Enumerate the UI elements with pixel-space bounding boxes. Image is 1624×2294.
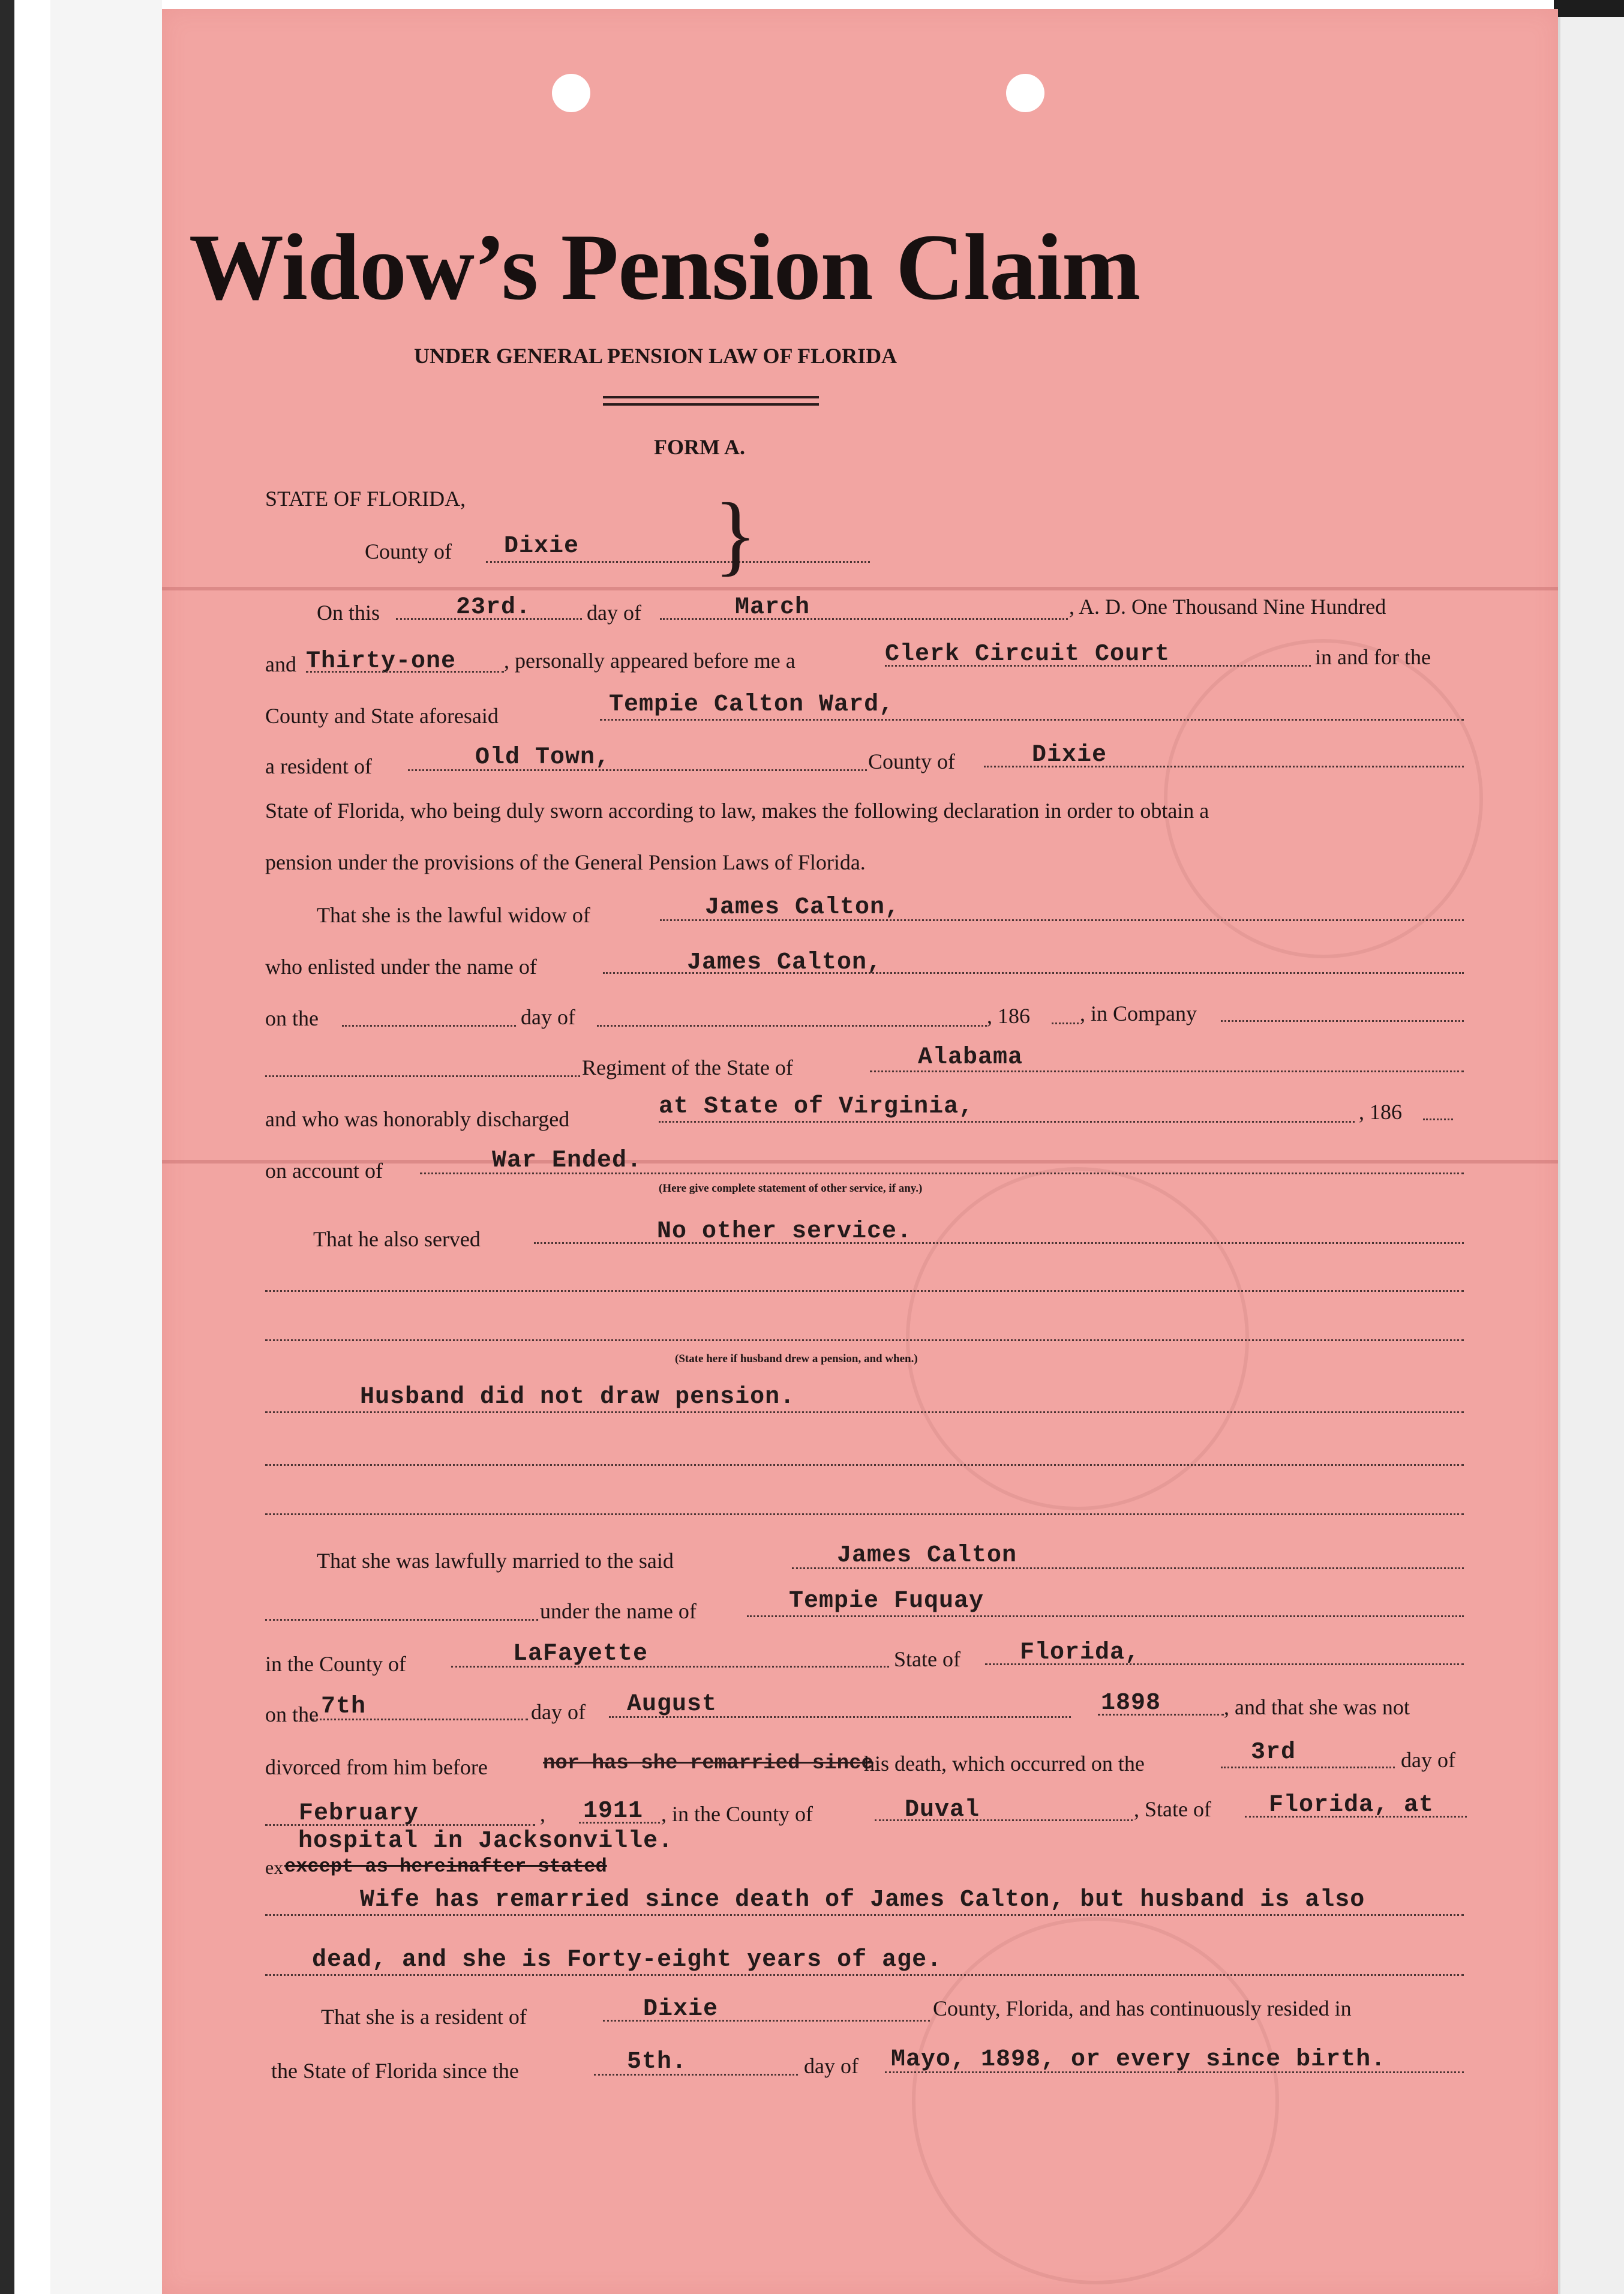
hospital-value: hospital in Jacksonville. bbox=[298, 1828, 674, 1855]
on-this-label: On this bbox=[317, 601, 380, 625]
served-line-2 bbox=[265, 1290, 1464, 1292]
county-line bbox=[486, 561, 870, 563]
enlist-day-of-label: day of bbox=[521, 1005, 575, 1029]
company-line bbox=[1221, 1020, 1464, 1022]
discharged-year-line bbox=[1423, 1118, 1453, 1120]
county-label: County of bbox=[365, 539, 452, 563]
service-note: (Here give complete statement of other service, if any.) bbox=[659, 1182, 923, 1195]
death-state-label: , State of bbox=[1134, 1797, 1211, 1821]
married-value: James Calton bbox=[837, 1542, 1017, 1569]
officer-line bbox=[885, 665, 1311, 667]
remarried-line-2: dead, and she is Forty-eight years of age. bbox=[312, 1947, 942, 1974]
since-day-of-label: day of bbox=[804, 2054, 858, 2078]
county-state-label: County and State aforesaid bbox=[265, 704, 499, 728]
married-on-the-label: on the bbox=[265, 1702, 319, 1726]
enlist-month-line bbox=[597, 1025, 987, 1027]
state-header: STATE OF FLORIDA, bbox=[265, 487, 466, 511]
except-struck-text: except as hereinafter stated bbox=[284, 1855, 607, 1878]
regiment-label: Regiment of the State of bbox=[582, 1055, 793, 1079]
married-year-line bbox=[1098, 1714, 1224, 1716]
served-value: No other service. bbox=[657, 1218, 912, 1245]
pension-line-2 bbox=[265, 1464, 1464, 1466]
brace-symbol: } bbox=[714, 485, 757, 584]
day-of-label: day of bbox=[587, 601, 641, 625]
personally-label: , personally appeared before me a bbox=[504, 649, 796, 673]
regiment-line bbox=[265, 1075, 580, 1077]
scan-top-corner bbox=[1554, 0, 1624, 17]
since-day-value: 5th. bbox=[627, 2049, 688, 2076]
title-rule-2 bbox=[603, 403, 819, 406]
since-value: Mayo, 1898, or every since birth. bbox=[891, 2046, 1386, 2073]
scan-background-right bbox=[1558, 0, 1624, 2294]
account-line bbox=[420, 1173, 1464, 1174]
under-name-pre-line bbox=[265, 1619, 538, 1621]
death-county-line bbox=[875, 1819, 1133, 1821]
death-county-label: , in the County of bbox=[661, 1802, 813, 1826]
discharged-year-label: , 186 bbox=[1359, 1100, 1402, 1124]
remarried-dots-1 bbox=[265, 1914, 1464, 1916]
since-label: the State of Florida since the bbox=[271, 2059, 519, 2083]
in-and-for-label: in and for the bbox=[1315, 645, 1431, 669]
regiment-state-line bbox=[870, 1070, 1464, 1072]
pension-line bbox=[265, 1411, 1464, 1413]
death-county-value: Duval bbox=[905, 1797, 980, 1824]
sworn-line-1: State of Florida, who being duly sworn according to law, makes the following declaration in order to obtain a bbox=[265, 799, 1209, 823]
except-prefix: ex bbox=[265, 1857, 284, 1878]
death-year-line bbox=[579, 1822, 660, 1824]
scan-edge-line bbox=[1558, 0, 1560, 2294]
enlist-year-line bbox=[1052, 1022, 1079, 1024]
account-value: War Ended. bbox=[492, 1147, 643, 1174]
form-title: Widow’s Pension Claim bbox=[189, 215, 1140, 320]
divorced-struck-text: nor has she remarried since bbox=[543, 1752, 873, 1775]
husband-line bbox=[660, 919, 1464, 921]
enlisted-value: James Calton, bbox=[687, 949, 882, 976]
married-day-of-label: day of bbox=[531, 1700, 586, 1724]
day-line bbox=[396, 618, 582, 620]
since-day-line bbox=[594, 2074, 798, 2076]
death-month-value: February bbox=[299, 1800, 419, 1827]
enlisted-line bbox=[603, 972, 1464, 974]
on-the-label: on the bbox=[265, 1006, 319, 1030]
pension-value: Husband did not draw pension. bbox=[360, 1384, 796, 1411]
pension-line-3 bbox=[265, 1513, 1464, 1515]
death-day-line bbox=[1221, 1767, 1395, 1768]
on-account-label: on account of bbox=[265, 1159, 383, 1183]
married-month-line bbox=[609, 1716, 1071, 1718]
county-value-2: Dixie bbox=[1032, 742, 1107, 769]
married-state-line bbox=[985, 1663, 1464, 1665]
married-state-value: Florida, bbox=[1020, 1639, 1140, 1666]
day-value: 23rd. bbox=[456, 594, 532, 621]
death-year-comma: , bbox=[540, 1802, 545, 1826]
year-line bbox=[306, 671, 504, 673]
also-served-label: That he also served bbox=[313, 1227, 481, 1251]
served-line bbox=[534, 1242, 1464, 1244]
married-day-line bbox=[312, 1719, 528, 1720]
married-county-value: LaFayette bbox=[513, 1641, 649, 1668]
married-year-value: 1898 bbox=[1101, 1690, 1161, 1717]
remarried-dots-2 bbox=[265, 1974, 1464, 1976]
and-label: and bbox=[265, 652, 296, 676]
county-line-2 bbox=[984, 766, 1464, 767]
under-name-label: under the name of bbox=[540, 1599, 697, 1623]
sworn-line-2: pension under the provisions of the General Pension Laws of Florida. bbox=[265, 850, 866, 874]
officer-value: Clerk Circuit Court bbox=[885, 641, 1170, 668]
served-line-3 bbox=[265, 1339, 1464, 1341]
form-subtitle: UNDER GENERAL PENSION LAW OF FLORIDA bbox=[414, 344, 897, 368]
married-line bbox=[792, 1567, 1464, 1569]
enlist-year-label: , 186 bbox=[987, 1004, 1030, 1028]
resident-of-label: a resident of bbox=[265, 754, 372, 778]
resident-line bbox=[603, 2020, 930, 2022]
discharged-label: and who was honorably discharged bbox=[265, 1107, 570, 1131]
death-day-of-label: day of bbox=[1401, 1748, 1455, 1772]
married-month-value: August bbox=[627, 1691, 718, 1718]
maiden-value: Tempie Fuquay bbox=[789, 1588, 984, 1615]
married-day-value: 7th bbox=[321, 1693, 367, 1720]
resident-value: Dixie bbox=[643, 1996, 719, 2023]
divorced-label-b: his death, which occurred on the bbox=[864, 1752, 1145, 1776]
claimant-name-value: Tempie Calton Ward, bbox=[609, 691, 894, 718]
enlist-day-line bbox=[342, 1025, 516, 1027]
pension-note: (State here if husband drew a pension, and when.) bbox=[675, 1353, 918, 1365]
month-line bbox=[660, 618, 1068, 620]
death-state-line bbox=[1245, 1816, 1467, 1818]
claimant-name-line bbox=[600, 719, 1464, 721]
married-county-label: in the County of bbox=[265, 1652, 406, 1676]
discharged-value: at State of Virginia, bbox=[659, 1093, 974, 1120]
month-value: March bbox=[735, 594, 811, 621]
county-of-label-2: County of bbox=[868, 749, 956, 773]
year-value: Thirty-one bbox=[306, 648, 457, 675]
town-value: Old Town, bbox=[475, 744, 611, 771]
since-line bbox=[885, 2071, 1464, 2073]
enlisted-label: who enlisted under the name of bbox=[265, 955, 537, 979]
married-label: That she was lawfully married to the said bbox=[317, 1549, 674, 1573]
company-label: , in Company bbox=[1080, 1001, 1197, 1025]
husband-value: James Calton, bbox=[705, 894, 900, 921]
form-label: FORM A. bbox=[654, 435, 745, 459]
discharged-line bbox=[659, 1121, 1355, 1123]
county-value: Dixie bbox=[504, 533, 580, 560]
remarried-line-1: Wife has remarried since death of James Calton, but husband is also bbox=[360, 1887, 1365, 1914]
death-year-value: 1911 bbox=[583, 1798, 644, 1825]
maiden-line bbox=[747, 1615, 1464, 1617]
death-state-value: Florida, at bbox=[1269, 1792, 1434, 1819]
town-line bbox=[408, 769, 867, 771]
married-state-label: State of bbox=[894, 1647, 960, 1671]
county-florida-label: County, Florida, and has continuously resided in bbox=[933, 1996, 1352, 2020]
married-county-line bbox=[451, 1666, 889, 1668]
regiment-state-value: Alabama bbox=[918, 1044, 1023, 1071]
death-day-value: 3rd bbox=[1251, 1739, 1296, 1766]
death-month-line bbox=[265, 1824, 535, 1826]
not-divorced-label: , and that she was not bbox=[1224, 1695, 1410, 1719]
resident-label: That she is a resident of bbox=[321, 2005, 527, 2029]
widow-of-label: That she is the lawful widow of bbox=[317, 903, 590, 927]
ad-text: , A. D. One Thousand Nine Hundred bbox=[1069, 595, 1386, 619]
divorced-label-a: divorced from him before bbox=[265, 1755, 488, 1779]
title-rule-1 bbox=[603, 396, 819, 398]
